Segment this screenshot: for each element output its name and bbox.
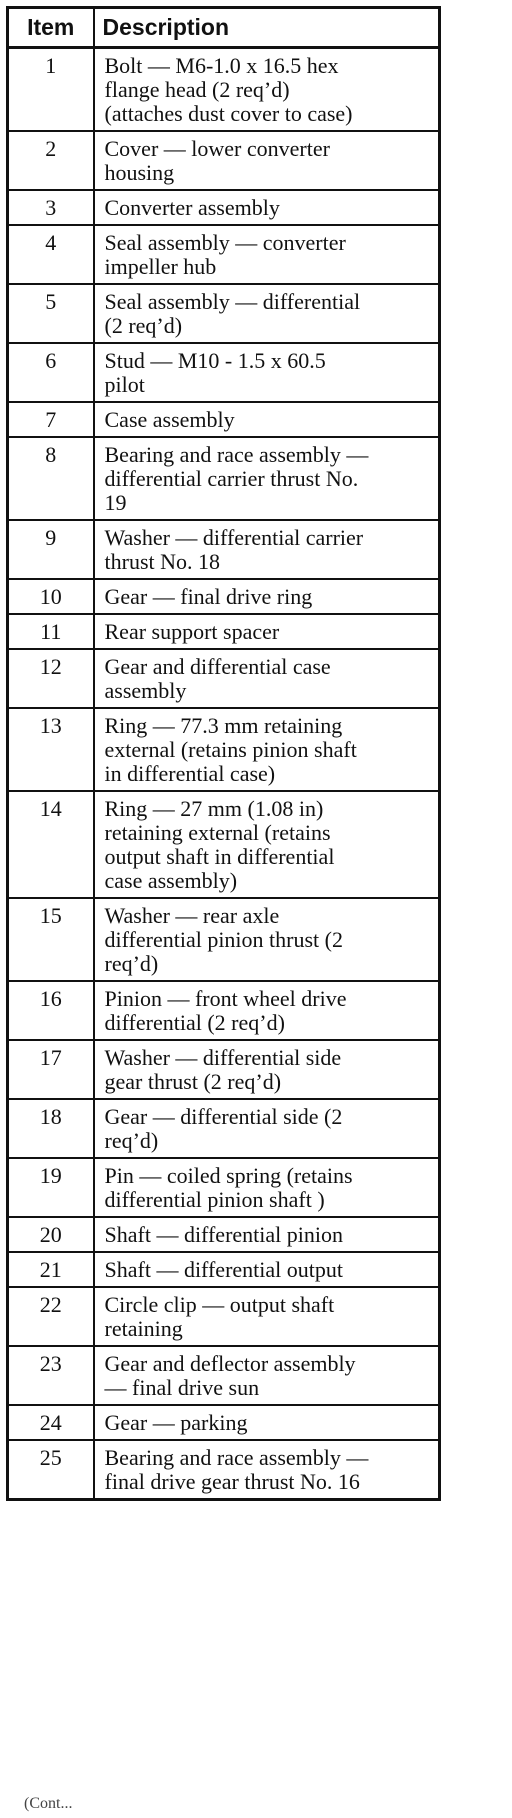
item-number-cell: 3 [8, 190, 94, 225]
table-row [8, 1346, 440, 1405]
description-cell: Seal assembly — differential (2 req’d) [94, 284, 440, 343]
item-number-cell: 8 [8, 437, 94, 520]
item-number-cell: 12 [8, 649, 94, 708]
description-cell: Pinion — front wheel drive differential (2 req’d) [94, 981, 440, 1040]
item-number-cell: 23 [8, 1346, 94, 1405]
parts-table [6, 6, 441, 1501]
description-cell: Gear — final drive ring [94, 579, 440, 614]
header-row [8, 8, 440, 48]
description-cell: Shaft — differential pinion [94, 1217, 440, 1252]
item-number-cell: 1 [8, 48, 94, 132]
item-number-cell: 15 [8, 898, 94, 981]
table-row [8, 981, 440, 1040]
description-cell: Gear — differential side (2 req’d) [94, 1099, 440, 1158]
item-column-header: Item [8, 8, 94, 48]
item-number-cell: 5 [8, 284, 94, 343]
description-cell: Circle clip — output shaft retaining [94, 1287, 440, 1346]
table-row [8, 1405, 440, 1440]
item-number-cell: 6 [8, 343, 94, 402]
table-row [8, 649, 440, 708]
item-number-cell: 11 [8, 614, 94, 649]
item-number-cell: 16 [8, 981, 94, 1040]
item-number-cell: 14 [8, 791, 94, 898]
item-number-cell: 20 [8, 1217, 94, 1252]
description-cell: Gear and deflector assembly — final drive sun [94, 1346, 440, 1405]
description-cell: Gear and differential case assembly [94, 649, 440, 708]
table-row [8, 1252, 440, 1287]
description-cell: Washer — differential carrier thrust No. 18 [94, 520, 440, 579]
item-number-cell: 7 [8, 402, 94, 437]
table-row [8, 1158, 440, 1217]
description-cell: Gear — parking [94, 1405, 440, 1440]
description-cell: Converter assembly [94, 190, 440, 225]
table-row [8, 284, 440, 343]
table-row [8, 343, 440, 402]
item-number-cell: 21 [8, 1252, 94, 1287]
table-row [8, 402, 440, 437]
table-body [8, 48, 440, 1500]
description-cell: Pin — coiled spring (retains differential pinion shaft ) [94, 1158, 440, 1217]
table-row [8, 614, 440, 649]
table-header [8, 8, 440, 48]
item-number-cell: 24 [8, 1405, 94, 1440]
table-row [8, 437, 440, 520]
item-number-cell: 9 [8, 520, 94, 579]
item-number-cell: 10 [8, 579, 94, 614]
table-row [8, 520, 440, 579]
description-cell: Stud — M10 - 1.5 x 60.5 pilot [94, 343, 440, 402]
description-cell: Washer — differential side gear thrust (2 req’d) [94, 1040, 440, 1099]
description-cell: Case assembly [94, 402, 440, 437]
table-row [8, 1440, 440, 1500]
description-cell: Ring — 77.3 mm retaining external (retains pinion shaft in differential case) [94, 708, 440, 791]
description-cell: Seal assembly — converter impeller hub [94, 225, 440, 284]
item-number-cell: 25 [8, 1440, 94, 1500]
table-row [8, 1099, 440, 1158]
description-column-header: Description [94, 8, 440, 48]
table-row [8, 131, 440, 190]
table-row [8, 898, 440, 981]
item-number-cell: 13 [8, 708, 94, 791]
item-number-cell: 4 [8, 225, 94, 284]
table-row [8, 791, 440, 898]
table-row [8, 708, 440, 791]
description-cell: Cover — lower converter housing [94, 131, 440, 190]
table-row [8, 1217, 440, 1252]
description-cell: Bearing and race assembly — final drive gear thrust No. 16 [94, 1440, 440, 1500]
description-cell: Rear support spacer [94, 614, 440, 649]
item-number-cell: 19 [8, 1158, 94, 1217]
table-row [8, 1287, 440, 1346]
table-row [8, 225, 440, 284]
table-row [8, 48, 440, 132]
item-number-cell: 18 [8, 1099, 94, 1158]
item-number-cell: 22 [8, 1287, 94, 1346]
description-cell: Bearing and race assembly — differential carrier thrust No. 19 [94, 437, 440, 520]
item-number-cell: 17 [8, 1040, 94, 1099]
table-row [8, 579, 440, 614]
item-number-cell: 2 [8, 131, 94, 190]
description-cell: Bolt — M6-1.0 x 16.5 hex flange head (2 req’d) (attaches dust cover to case) [94, 48, 440, 132]
table-row [8, 190, 440, 225]
description-cell: Washer — rear axle differential pinion thrust (2 req’d) [94, 898, 440, 981]
continued-note: (Cont... [24, 1795, 73, 1812]
table-row [8, 1040, 440, 1099]
description-cell: Ring — 27 mm (1.08 in) retaining external (retains output shaft in differential case assembly) [94, 791, 440, 898]
description-cell: Shaft — differential output [94, 1252, 440, 1287]
